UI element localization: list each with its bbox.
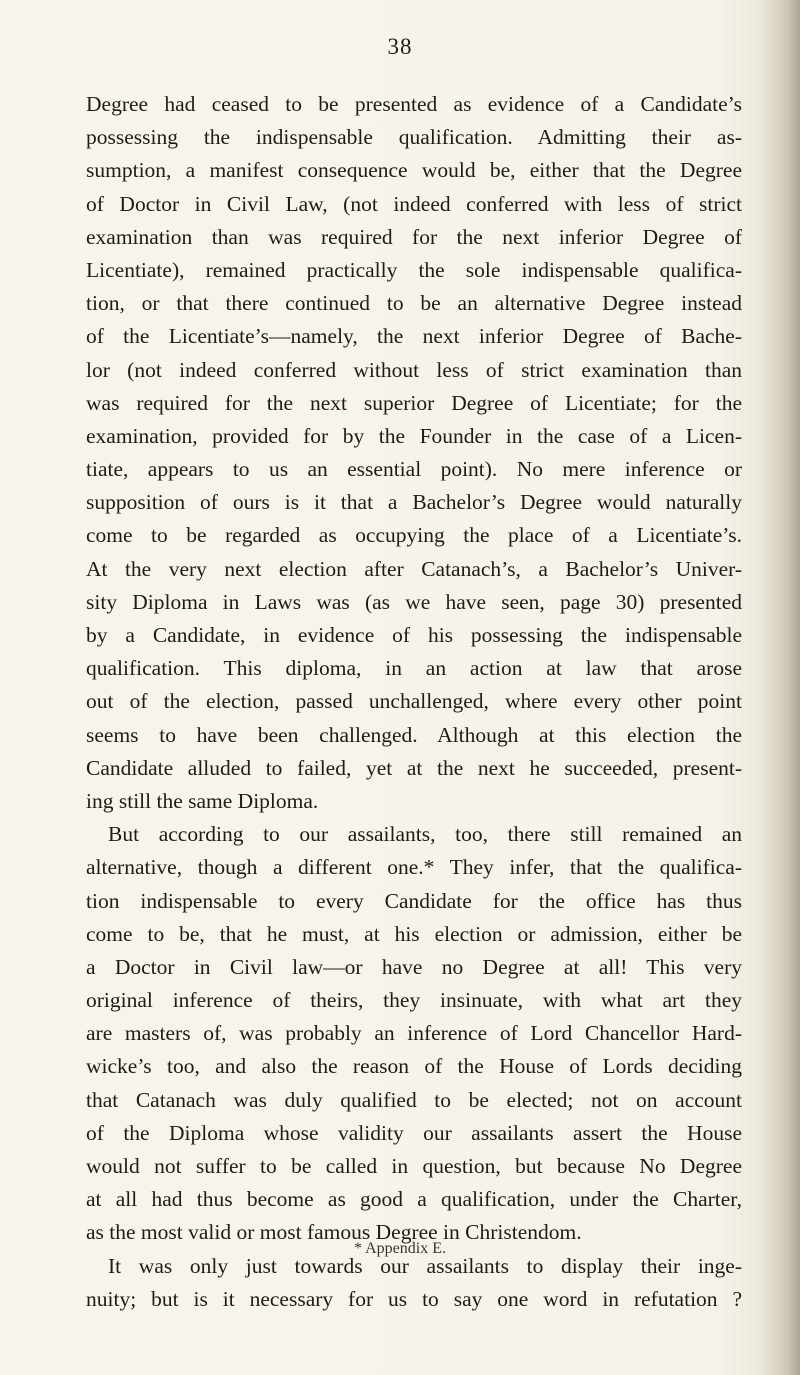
text-line: was required for the next superior Degree of Licentiate; for the [86, 390, 742, 415]
text-line: sity Diploma in Laws was (as we have seen, page 30) presented [86, 589, 742, 614]
text-line: Candidate alluded to failed, yet at the next he succeeded, present- [86, 755, 742, 780]
text-line: Licentiate), remained practically the sole indispensable qualifica- [86, 257, 742, 282]
text-line: out of the election, passed unchallenged, where every other point [86, 689, 742, 714]
page-number: 38 [387, 34, 413, 59]
text-line: that Catanach was duly qualified to be elected; not on account [86, 1087, 742, 1112]
text-line: of the Licentiate’s—namely, the next inferior Degree of Bache- [86, 324, 742, 349]
text-line: seems to have been challenged. Although at this election the [86, 722, 742, 747]
text-line: come to be, that he must, at his election or admission, either be [86, 921, 742, 946]
text-line: tiate, appears to us an essential point). No mere inference or [86, 457, 742, 482]
text-line: a Doctor in Civil law—or have no Degree at all! This very [86, 954, 742, 979]
text-line: original inference of theirs, they insinuate, with what art they [86, 988, 742, 1013]
text-line: At the very next election after Catanach’s, a Bachelor’s Univer- [86, 556, 742, 581]
text-line: ing still the same Diploma. [86, 788, 319, 813]
text-line: tion, or that there continued to be an alternative Degree instead [86, 291, 742, 316]
text-line: alternative, though a different one.* They infer, that the qualifica- [86, 855, 742, 880]
text-line: at all had thus become as good a qualification, under the Charter, [86, 1187, 742, 1212]
text-line: are masters of, was probably an inference of Lord Chancellor Hard- [86, 1021, 742, 1046]
text-line: by a Candidate, in evidence of his possessing the indispensable [86, 623, 742, 647]
text-line: sumption, a manifest consequence would be, either that the Degree [86, 158, 742, 183]
text-line: examination than was required for the next inferior Degree of [86, 224, 742, 249]
page-edge-shadow [760, 0, 800, 1375]
footnote: * Appendix E. [354, 1240, 446, 1257]
text-line: examination, provided for by the Founder in the case of a Licen- [86, 423, 742, 448]
text-line: as the most valid or most famous Degree in Christendom. [86, 1220, 582, 1245]
text-line: qualification. This diploma, in an action at law that arose [86, 656, 742, 681]
text-line: of Doctor in Civil Law, (not indeed conferred with less of strict [86, 191, 742, 216]
text-line: nuity; but is it necessary for us to say one word in refutation ? [86, 1286, 742, 1311]
text-line: It was only just towards our assailants to display their inge- [108, 1253, 742, 1278]
text-line: would not suffer to be called in question, but because No Degree [86, 1154, 742, 1178]
text-line: come to be regarded as occupying the place of a Licentiate’s. [86, 523, 742, 548]
text-line: possessing the indispensable qualification. Admitting their as- [86, 125, 742, 150]
text-line: But according to our assailants, too, there still remained an [108, 822, 742, 847]
text-line: of the Diploma whose validity our assailants assert the House [86, 1120, 742, 1145]
text-line: Degree had ceased to be presented as evidence of a Candidate’s [86, 92, 742, 116]
text-line: wicke’s too, and also the reason of the House of Lords deciding [86, 1054, 742, 1079]
body-text [86, 88, 742, 1316]
text-line: lor (not indeed conferred without less of strict examination than [86, 357, 742, 382]
text-line: supposition of ours is it that a Bachelor’s Degree would naturally [86, 490, 742, 515]
text-line: tion indispensable to every Candidate for the office has thus [86, 888, 742, 913]
